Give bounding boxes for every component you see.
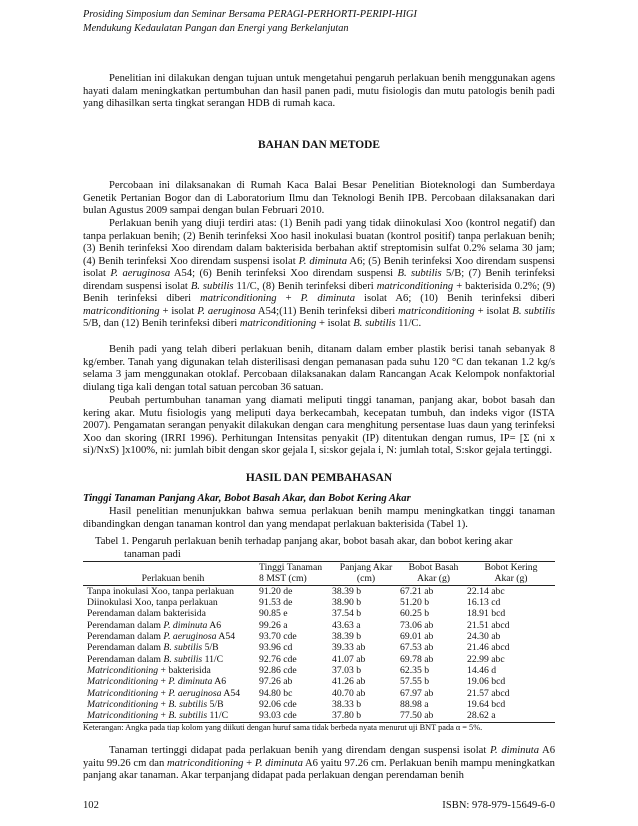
table-cell-value: 43.63 a	[332, 619, 361, 631]
table-caption	[95, 536, 555, 561]
table-cell-value: 37.54 b	[332, 608, 362, 620]
table-cell-value: 21.57 abcd	[467, 687, 510, 699]
table-cell-value: 24.30 ab	[467, 631, 501, 643]
methods-paragraph-1: Percobaan ini dilaksanakan di Rumah Kaca Balai Besar Penelitian Bioteknologi dan Sumberdaya Genetik Pertanian Bogor dan di Laboratorium Ilmu dan Teknologi Benih IPB. Percobaan dilaksanakan dari bulan Agustus 2009 sampai dengan bulan Februari 2010.	[83, 180, 555, 217]
table-cell-value: 91.20 de	[259, 585, 293, 597]
table-cell-value: 41.07 ab	[332, 653, 366, 665]
table-cell-value: 67.21 ab	[400, 585, 434, 597]
table-header-row-bottom	[83, 573, 555, 585]
table-cell-value: 28.62 a	[467, 710, 555, 722]
table-cell-value: 67.97 ab	[400, 687, 434, 699]
table-cell-value: 21.46 abcd	[467, 642, 510, 654]
header-line-1: Prosiding Simposium dan Seminar Bersama PERAGI-PERHORTI-PERIPI-HIGI	[83, 9, 417, 20]
table-row	[83, 654, 555, 665]
table-cell-treatment: Matriconditioning + B. subtilis 5/B	[87, 699, 224, 711]
table-cell-value: 93.96 cd	[259, 642, 293, 654]
table-cell-value: 69.01 ab	[400, 631, 434, 643]
table-cell-value: 57.55 b	[400, 676, 430, 688]
closing-paragraph: Tanaman tertinggi didapat pada perlakuan benih yang direndam dengan suspensi isolat P. diminuta A6 yaitu 99.26 cm dan matriconditioning + P. diminuta A6 yaitu 97.26 cm. Perlakuan benih mampu meningkatkan panjang akar tanaman. Akar terpanjang didapat pada perlakuan dengan perendaman benih	[83, 745, 555, 782]
table-header-cell	[83, 562, 259, 574]
table-cell-value: 40.70 ab	[332, 687, 366, 699]
table-header-cell: (cm)	[332, 573, 400, 585]
results-table	[83, 561, 555, 723]
table-cell-treatment: Matriconditioning + P. aeruginosa A54	[87, 687, 241, 699]
table-cell-treatment: Perendaman dalam B. subtilis 5/B	[87, 642, 219, 654]
table-cell-value: 14.46 d	[467, 665, 497, 677]
table-cell-treatment: Perendaman dalam P. aeruginosa A54	[87, 631, 236, 643]
methods-heading: BAHAN DAN METODE	[258, 139, 380, 151]
methods-paragraph-2: Perlakuan benih yang diuji terdiri atas: (1) Benih padi yang tidak diinokulasi Xoo (kontrol negatif) dan tanpa perlakuan benih; (2) Benih terinfeksi Xoo hasil inokulasi buatan (kontrol positif) tanpa perlakuan benih; (3) Benih terinfeksi Xoo direndam dalam bakterisida berbahan aktif streptomisin sulfat 0.2% selama 30 jam; (4) Benih terinfeksi Xoo direndam suspensi isolat P. diminuta A6; (5) Benih terinfeksi Xoo direndam suspensi isolat P. aeruginosa A54; (6) Benih terinfeksi Xoo direndam suspensi B. subtilis 5/B; (7) Benih terinfeksi direndam suspensi isolat B. subtilis 11/C, (8) Benih terinfeksi diberi matriconditioning + bakterisida 0.2%; (9) Benih terinfeksi diberi matriconditioning + P. diminuta isolat A6; (10) Benih terinfeksi diberi matriconditioning + isolat P. aeruginosa A54;(11) Benih terinfeksi diberi matriconditioning + isolat B. subtilis 5/B, dan (12) Benih terinfeksi diberi matriconditioning + isolat B. subtilis 11/C.	[83, 218, 556, 330]
table-note: Keterangan: Angka pada tiap kolom yang diikuti dengan huruf sama tidak berbeda nyata menurut uji BNT pada α = 5%.	[83, 723, 483, 732]
table-cell-value: 94.80 bc	[259, 687, 293, 699]
header-line-2: Mendukung Kedaulatan Pangan dan Energi yang Berkelanjutan	[83, 23, 349, 34]
table-row	[83, 710, 555, 722]
table-cell-treatment: Matriconditioning + B. subtilis 11/C	[83, 710, 259, 722]
table-row	[83, 608, 555, 619]
table-cell-value: 97.26 ab	[259, 676, 293, 688]
isbn: ISBN: 978-979-15649-6-0	[442, 800, 555, 811]
table-header-cell: Bobot Kering	[467, 562, 555, 574]
table-cell-treatment: Perendaman dalam bakterisida	[87, 608, 206, 620]
table-header-cell: Perlakuan benih	[83, 573, 259, 585]
page-number: 102	[83, 800, 99, 811]
methods-paragraph-3: Benih padi yang telah diberi perlakuan benih, ditanam dalam ember plastik berisi tanah sebanyak 8 kg/ember. Tanah yang digunakan telah disterilisasi dengan pemanasan pada suhu 120 °C dan tekanan 1.2 kg/s selama 3 jam menggunakan otoklaf. Percobaan dilaksanakan dalam Rancangan Acak Kelompok nonfaktorial diulang tiga kali dengan total satuan percoban 36 satuan.	[83, 344, 555, 393]
table-cell-treatment: Perendaman dalam B. subtilis 11/C	[87, 653, 224, 665]
table-cell-value: 92.86 cde	[259, 665, 297, 677]
table-cell-value: 38.33 b	[332, 699, 362, 711]
table-cell-value: 37.03 b	[332, 665, 362, 677]
table-header-cell: Akar (g)	[400, 573, 467, 585]
table-cell-treatment: Perendaman dalam P. diminuta A6	[87, 619, 222, 631]
table-cell-value: 88.98 a	[400, 699, 429, 711]
table-cell-value: 22.14 abc	[467, 585, 505, 597]
table-cell-value: 77.50 ab	[400, 710, 467, 722]
results-subheading: Tinggi Tanaman Panjang Akar, Bobot Basah Akar, dan Bobot Kering Akar	[83, 493, 411, 504]
results-paragraph-1: Hasil penelitian menunjukkan bahwa semua perlakuan benih mampu meningkatkan tinggi tanaman dibandingkan dengan tanaman kontrol dan yang mendapat perlakuan bakterisida (Tabel 1).	[83, 506, 555, 530]
table-cell-value: 38.90 b	[332, 597, 362, 609]
table-cell-value: 73.06 ab	[400, 619, 434, 631]
intro-paragraph: Penelitian ini dilakukan dengan tujuan untuk mengetahui pengaruh perlakuan benih menggunakan agens hayati dalam meningkatkan pertumbuhan dan hasil panen padi, mutu fisiologis dan mutu patologis benih padi yang dihasilkan serta tingkat serangan HDB di rumah kaca.	[83, 73, 555, 110]
running-header	[83, 8, 417, 36]
table-header-row-top	[83, 562, 555, 574]
table-cell-value: 92.76 cde	[259, 653, 297, 665]
table-header-cell: 8 MST (cm)	[259, 573, 332, 585]
table-cell-value: 16.13 cd	[467, 597, 501, 609]
table-cell-treatment: Tanpa inokulasi Xoo, tanpa perlakuan	[87, 585, 235, 597]
table-cell-value: 99.26 a	[259, 619, 288, 631]
table-cell-value: 18.91 bcd	[467, 608, 506, 620]
methods-paragraph-4: Peubah pertumbuhan tanaman yang diamati meliputi tinggi tanaman, panjang akar, bobot basah dan kering akar. Mutu fisiologis yang meliputi daya berkecambah, kecepatan tumbuh, dan indeks vigor (ISTA 2007). Pengamatan serangan penyakit dilakukan dengan cara menghitung persentase luas daun yang terinfeksi Xoo dan skoring (IRRI 1996). Perhitungan Intensitas penyakit (IP) ditentukan dengan rumus, IP= [Σ (ni x si)/NxS) ]x100%, ni: jumlah bibit dengan skor gejala I, si:skor gejala i, N: jumlah total, S:skor gejala tertinggi.	[83, 395, 555, 457]
table-header-cell: Bobot Basah	[400, 562, 467, 574]
table-header-cell: Tinggi Tanaman	[259, 562, 332, 574]
table-cell-treatment: Diinokulasi Xoo, tanpa perlakuan	[87, 597, 218, 609]
table-cell-value: 62.35 b	[400, 665, 430, 677]
table-cell-value: 22.99 abc	[467, 653, 505, 665]
table-cell-value: 67.53 ab	[400, 642, 434, 654]
table-cell-value: 60.25 b	[400, 608, 430, 620]
table-cell-value: 19.06 bcd	[467, 676, 506, 688]
table-cell-value: 90.85 e	[259, 608, 288, 620]
table-cell-treatment: Matriconditioning + bakterisida	[87, 665, 211, 677]
table-cell-value: 92.06 cde	[259, 699, 297, 711]
table-row	[83, 585, 555, 597]
table-cell-value: 93.03 cde	[259, 710, 332, 722]
table-cell-value: 41.26 ab	[332, 676, 366, 688]
table-row	[83, 699, 555, 710]
table-cell-value: 69.78 ab	[400, 653, 434, 665]
table-cell-value: 21.51 abcd	[467, 619, 510, 631]
table-cell-value: 39.33 ab	[332, 642, 366, 654]
table-cell-treatment: Matriconditioning + P. diminuta A6	[87, 676, 227, 688]
table-row	[83, 620, 555, 631]
table-cell-value: 93.70 cde	[259, 631, 297, 643]
table-cell-value: 37.80 b	[332, 710, 400, 722]
table-header-cell: Akar (g)	[467, 573, 555, 585]
table-cell-value: 51.20 b	[400, 597, 430, 609]
table-cell-value: 38.39 b	[332, 585, 362, 597]
table-cell-value: 91.53 de	[259, 597, 293, 609]
table-row	[83, 642, 555, 653]
table-cell-value: 19.64 bcd	[467, 699, 506, 711]
table-row	[83, 631, 555, 642]
table-row	[83, 688, 555, 699]
table-cell-value: 38.39 b	[332, 631, 362, 643]
table-caption-line-1: Tabel 1. Pengaruh perlakuan benih terhadap panjang akar, bobot basah akar, dan bobot kering akar	[95, 536, 513, 547]
table-row	[83, 676, 555, 687]
table-row	[83, 597, 555, 608]
results-heading: HASIL DAN PEMBAHASAN	[245, 472, 393, 484]
table-row	[83, 665, 555, 676]
table-header-cell: Panjang Akar	[332, 562, 400, 574]
table-caption-line-2: tanaman padi	[124, 548, 181, 560]
